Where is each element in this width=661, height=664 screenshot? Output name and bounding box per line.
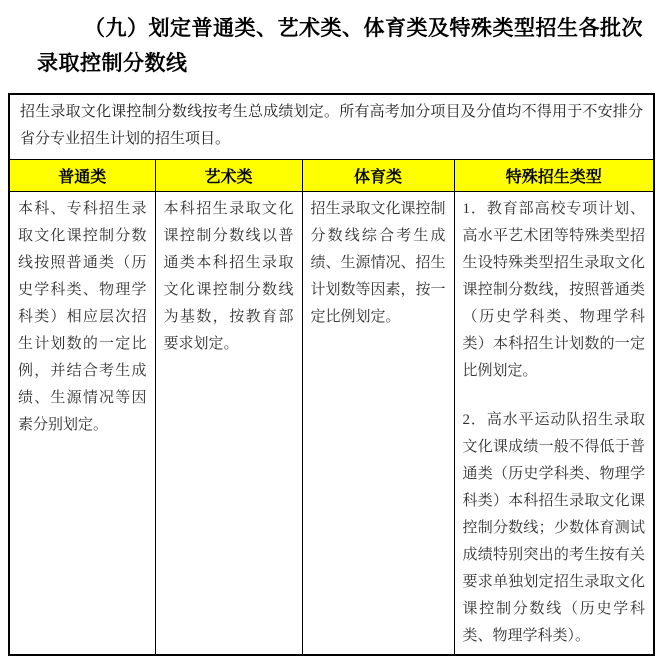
intro-text: 招生录取文化课控制分数线按考生总成绩划定。所有高考加分项目及分值均不得用于不安排分省分专业招生计划的招生项目。 xyxy=(9,94,654,160)
sports-policy-text: 招生录取文化课控制分数线综合考生成绩、生源情况、招生计划数等因素，按一定比例划定。 xyxy=(310,201,446,325)
section-title-line1: （九）划定普通类、艺术类、体育类及特殊类型招生各批次 xyxy=(84,16,643,40)
general-policy-text: 本科、专科招生录取文化课控制分数线按照普通类（历史学科类、物理学科类）相应层次招生计划数的一定比例，并结合考生成绩、生源情况等因素分别划定。 xyxy=(18,201,147,433)
column-header-special: 特殊招生类型 xyxy=(454,160,654,192)
intro-row xyxy=(9,94,654,160)
column-header-general: 普通类 xyxy=(9,160,155,192)
special-policy-item-2: 2．高水平运动队招生录取文化课成绩一般不得低于普通类（历史学科类、物理学科类）本科招生录取文化课控制分数线；少数体育测试成绩特别突出的考生按有关要求单独划定招生录取文化课控制分数线（历史学科类、物理学科类）。 xyxy=(462,412,646,644)
art-policy-text: 本科招生录取文化课控制分数线以普通类本科招生录取文化课控制分数线为基数，按教育部要求划定。 xyxy=(163,201,294,352)
cell-special-policy xyxy=(454,192,654,656)
body-row xyxy=(9,192,654,656)
section-title-line2: 录取控制分数线 xyxy=(37,51,188,75)
cell-sports-policy xyxy=(302,192,454,656)
cell-art-policy xyxy=(155,192,302,656)
column-header-sports: 体育类 xyxy=(302,160,454,192)
header-row xyxy=(9,160,654,192)
document-page xyxy=(0,11,661,664)
column-header-art: 艺术类 xyxy=(155,160,302,192)
section-title xyxy=(37,11,651,81)
score-line-policy-table xyxy=(8,93,655,656)
special-policy-item-1: 1．教育部高校专项计划、高水平艺术团等特殊类型招生设特殊类型招生录取文化课控制分数线，按照普通类（历史学科类、物理学科类）本科招生计划数的一定比例划定。 xyxy=(462,201,646,379)
cell-general-policy xyxy=(9,192,155,656)
